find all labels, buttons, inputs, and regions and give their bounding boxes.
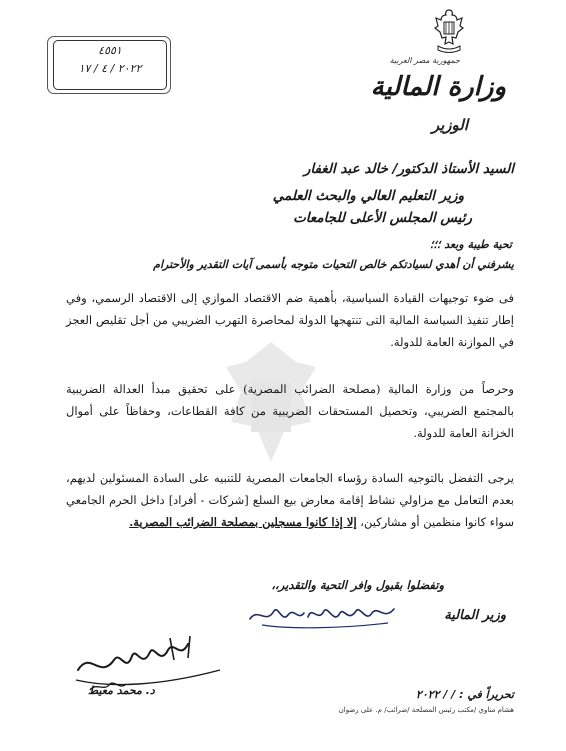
addressee-council: رئيس المجلس الأعلى للجامعات [293, 210, 472, 226]
stamp-date: ٢٠٢٢ / ٤ / ١٧ [78, 62, 142, 75]
body-paragraph-2: وحرصاً من وزارة المالية (مصلحة الضرائب المصرية) على تحقيق مبدأ العدالة الضريبية بالمجتمع الضريبي، وتحصيل المستحقات الضريبية من كافة القطاعات، وحفاظاً على أموال الخزانة العامة للدولة. [66, 382, 514, 440]
addressee-role: وزير التعليم العالي والبحث العلمي [272, 188, 464, 204]
closing-line: وتفضلوا بقبول وافر التحية والتقدير،، [271, 578, 444, 592]
signatory-name: د. محمد معيط [88, 684, 155, 697]
republic-label: جمهورية مصر العربية [389, 56, 460, 65]
handwritten-note [248, 597, 398, 631]
addressee-name: السيد الأستاذ الدكتور/ خالد عبد الغفار [303, 161, 514, 177]
body-paragraph-3-highlight: إلا إذا كانوا مسجلين بمصلحة الضرائب المصرية. [129, 515, 357, 529]
greeting: تحية طيبة وبعد ؛؛؛ [429, 238, 512, 251]
reference-line: هشام مناوي /مكتب رئيس المصلحة /ضرائب/ م. على رضوان [338, 706, 514, 714]
minister-label: وزير المالية [444, 608, 506, 623]
date-line: تحريراً في : / / ٢٠٢٢ [415, 688, 514, 701]
honor-line: يشرفني أن أهدي لسيادتكم خالص التحيات متوجه بأسمى آيات التقدير والأحترام [153, 258, 514, 271]
egypt-eagle-emblem-icon [432, 8, 466, 54]
body-paragraph-1: فى ضوء توجيهات القيادة السياسية، بأهمية ضم الاقتصاد الموازي إلى الاقتصاد الرسمي، وفي إطار تنفيذ السياسة المالية التى تنتهجها الدولة لمحاصرة التهرب الضريبي من أجل تقليص العجز في الموازنة العامة للدولة. [66, 291, 514, 349]
body-paragraph-3-main: يرجى التفضل بالتوجيه السادة رؤساء الجامعات المصرية للتنبيه على السادة المسئولين لديهم، بعدم التعامل مع مزاولي نشاط إقامة معارض بيع السلع [شركات - أفراد] داخل الحرم الجامعي سواء كانوا منظمين أو مشاركين، [66, 471, 514, 529]
ministry-name: وزارة المالية [370, 72, 506, 102]
body-paragraph-3 [66, 467, 514, 533]
stamp-number: ٤٥٥١ [98, 44, 122, 57]
minister-title: الوزير [431, 116, 468, 134]
